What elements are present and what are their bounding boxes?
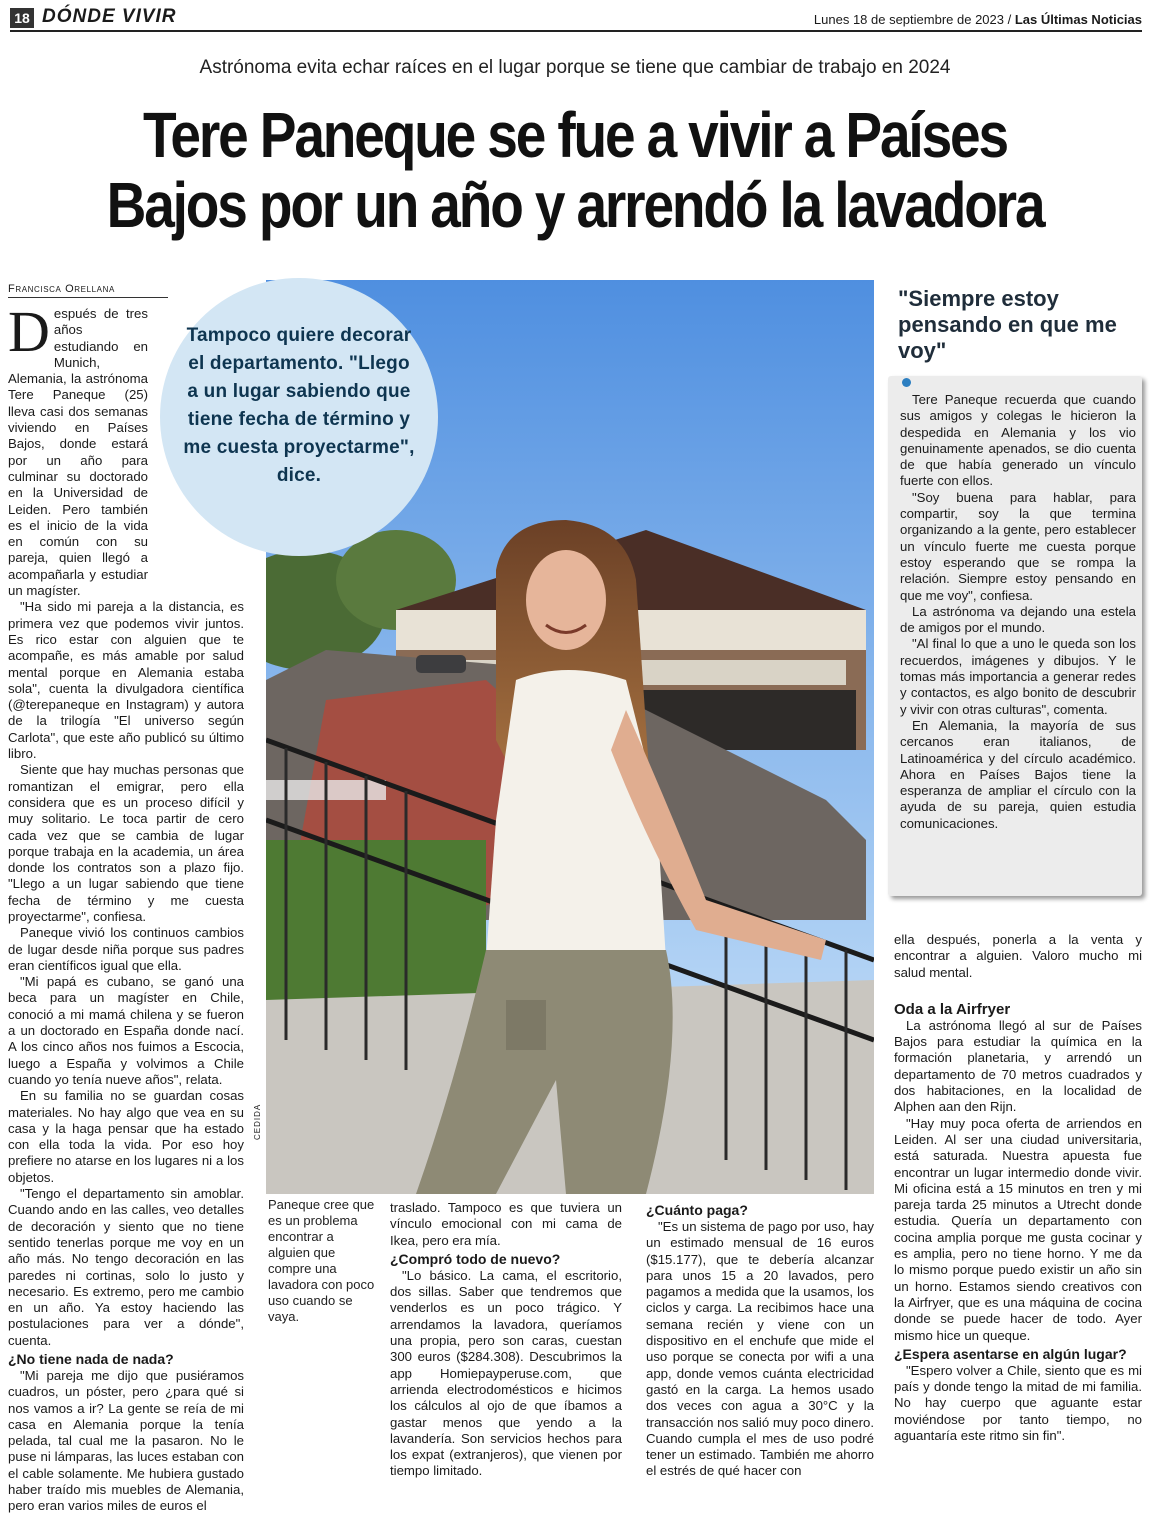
body-paragraph: "Espero volver a Chile, siento que es mi país y donde tengo la mitad de mi familia. No hay cuerpo que aguante estar moviéndose por tanto tiempo, no aguantaría este ritmo sin fin". — [894, 1362, 1142, 1444]
body-paragraph: Siente que hay muchas personas que romantizan el emigrar, pero ella considera que es un proceso difícil y muy solitario. Le toca partir de cero cada vez que se cambia de lugar porque trabaja en la academia, un área donde los contratos son a plazo fijo. "Llego a un lugar sabiendo que tiene fecha de término y me cuesta proyectarme", confiesa. — [8, 762, 244, 924]
paragraph-text: espués de tres años estudiando en Munich, Alemania, la astrónoma Tere Paneque (25) lleva casi dos semanas viviendo en Países Bajos, donde estará por un año para culminar su doctorado en la Universidad de Leiden. Pero también es el inicio de la vida en común con su pareja, quien llegó a acompañarla y estudiar un magíster. — [8, 306, 148, 599]
article-column-3 — [646, 1200, 874, 1480]
body-paragraph: traslado. Tampoco es que tuviera un vínculo emocional con mi cama de Ikea, pero era mía. — [390, 1200, 622, 1248]
article-column-4 — [894, 932, 1142, 1444]
drop-cap: D — [8, 299, 50, 364]
dateline — [814, 12, 1142, 28]
sidebar-paragraph: "Soy buena para hablar, para compartir, soy la que termina organizando a la gente, pero establecer un vínculo fuerte me cuesta porque estoy esperando que se rompa la relación. Siempre estoy pensando en que me voy", confiesa. — [900, 489, 1136, 603]
publication-name: Las Últimas Noticias — [1014, 12, 1142, 27]
headline-line-1: Tere Paneque se fue a vivir a Países — [143, 99, 1007, 171]
body-paragraph: Paneque vivió los continuos cambios de lugar desde niña porque sus padres eran científicos igual que ella. — [8, 925, 244, 973]
headline — [98, 100, 1053, 240]
interview-question: ¿Cuánto paga? — [646, 1202, 748, 1218]
body-paragraph: "Ha sido mi pareja a la distancia, es primera vez que podemos vivir juntos. Es rico estar con alguien que te acompañe, es más amable por salud mental porque en Alemania estaba sola", cuenta la divulgadora científica (@terepaneque en Instagram) y autora de la trilogía "El universo según Carlota", que este año publicó su último libro. — [8, 599, 244, 762]
byline: Francisca Orellana — [8, 282, 168, 298]
page-number: 18 — [10, 8, 34, 28]
bullet-dot-icon — [902, 378, 911, 387]
section-title: DÓNDE VIVIR — [42, 6, 177, 27]
body-paragraph: En su familia no se guardan cosas materiales. No hay algo que vea en su casa y la haga pensar que ha estado con ella toda la vida. Por eso hoy prefiere no atarse en los lugares ni a los objetos. — [8, 1088, 244, 1185]
date-text: Lunes 18 de septiembre de 2023 / — [813, 12, 1012, 27]
body-paragraph: "Mi papá es cubano, se ganó una beca para un magíster en Chile, conoció a mi mamá chilena y se fueron a un doctorado en España donde nací. A los cinco años nos fuimos a Escocia, luego a España y volvimos a Chile cuando yo tenía nueve años", relata. — [8, 974, 244, 1087]
sidebar-text — [900, 392, 1136, 832]
photo-caption: Paneque cree que es un problema encontrar a alguien que compre una lavadora con poco uso cuando se vaya. — [268, 1197, 375, 1324]
page-header — [10, 6, 1142, 32]
sidebar-paragraph: En Alemania, la mayoría de sus cercanos eran italianos, de Latinoamérica y del círculo académico. Ahora en Países Bajos tiene la esperanza de ampliar el círculo con la ayuda de su pareja, quien estudia comunicaciones. — [900, 717, 1136, 831]
sidebar-title: "Siempre estoy pensando en que me voy" — [898, 286, 1117, 363]
subhead: Oda a la Airfryer — [894, 1000, 1011, 1018]
interview-question: ¿Espera asentarse en algún lugar? — [894, 1345, 1127, 1362]
photo-credit: CEDIDA — [253, 1103, 262, 1140]
body-paragraph: "Hay muy poca oferta de arriendos en Leiden. Al ser una ciudad universitaria, está saturada. Nuestra apuesta fue encontrar un lugar intermedio donde vivir. Mi oficina está a 15 minutos en tren y mi pareja tarda 25 minutos a Utrecht donde estudia. Quería un departamento con cocina amplia porque me gusta cocinar y es amplia, pero no tiene horno. Y me da lo mismo porque puedo existir un año sin un horno. Estamos siendo creativos con la Airfryer, que es una máquina de cocina donde se puede hacer de todo. Ayer mismo hice un queque. — [894, 1115, 1142, 1343]
pull-quote-text: Tampoco quiere decorar el departamento. "Llego a un lugar sabiendo que tiene fecha de término y me cuesta proyectarme", dice. — [183, 325, 415, 486]
body-paragraph: "Mi pareja me dijo que pusiéramos cuadros, un póster, pero ¿para qué si nos vamos a ir? La gente se reía de mi casa en Alemania porque la tenía pelada, tal cual me la pasaron. No le puse ni lámparas, las luces estaban con el cable solamente. Me hubiera gustado haber traído mis muebles de Alemania, pero eran varios miles de euros el — [8, 1368, 244, 1514]
body-paragraph: "Tengo el departamento sin amoblar. Cuando ando en las calles, veo detalles de decoración y siento que no tiene sentido tenerlas porque me voy en un año más. No tengo decoración en las paredes ni cortinas, solo lo justo y necesario. Es extremo, pero me cambio en un año. Ya estoy haciendo las postulaciones para ver a dónde", cuenta. — [8, 1186, 244, 1348]
body-paragraph: "Lo básico. La cama, el escritorio, dos sillas. Saber que tendremos que venderlos es un poco trágico. Y arrendamos la lavadora, queríamos una propia, pero son caras, cuestan 300 euros ($284.308). Descubrimos la app Homiepayperuse.com, que arrienda electrodomésticos e hicimos los cálculos al ojo de que íbamos a gastar menos que yendo a la lavandería. Son servicios hechos para los expat (extranjeros), que vienen por tiempo limitado. — [390, 1267, 622, 1479]
article-column-2 — [390, 1200, 622, 1480]
body-paragraph: ella después, ponerla a la venta y encontrar a alguien. Valoro mucho mi salud mental. — [894, 932, 1142, 980]
interview-question: ¿Compró todo de nuevo? — [390, 1250, 561, 1267]
sidebar-paragraph: Tere Paneque recuerda que cuando sus amigos y colegas le hicieron la despedida en Alemania y los vio genuinamente apenados, se dio cuenta de que había generado un vínculo fuerte con ellos. — [900, 392, 1136, 489]
headline-line-2: Bajos por un año y arrendó la lavadora — [106, 169, 1044, 241]
sidebar-paragraph: La astrónoma va dejando una estela de amigos por el mundo. — [900, 603, 1136, 636]
body-paragraph: "Es un sistema de pago por uso, hay un estimado mensual de 16 euros ($15.177), que te debería alcanzar para unos 15 a 20 lavados, pero pagamos a medida que la usamos, los ciclos y carga. La recibimos hace una semana recién y viene con un dispositivo en el enchufe que mide el uso porque se conecta por wifi a una app, donde vemos cuánta electricidad gastó en la carga. La hemos usado dos veces con agua a 30°C y la transacción nos salió muy poco dinero. Cuando cumpla el mes de uso podré tener un estimado. También me ahorro el estrés de qué hacer con — [646, 1219, 874, 1479]
kicker: Astrónoma evita echar raíces en el lugar porque se tiene que cambiar de trabajo en 2024 — [199, 57, 951, 78]
sidebar-paragraph: "Al final lo que a uno le queda son los recuerdos, imágenes y dibujos. Y le tomas más importancia a generar redes y contactos, es algo bonito de descubrir y vivir con otras culturas", comenta. — [900, 636, 1136, 717]
body-paragraph: La astrónoma llegó al sur de Países Bajos para estudiar la química en la formación planetaria, y arrendó un departamento de 70 metros cuadrados y dos habitaciones, en la localidad de Alphen aan den Rijn. — [894, 1017, 1142, 1115]
pull-quote-circle — [160, 278, 438, 556]
interview-question: ¿No tiene nada de nada? — [8, 1351, 174, 1367]
